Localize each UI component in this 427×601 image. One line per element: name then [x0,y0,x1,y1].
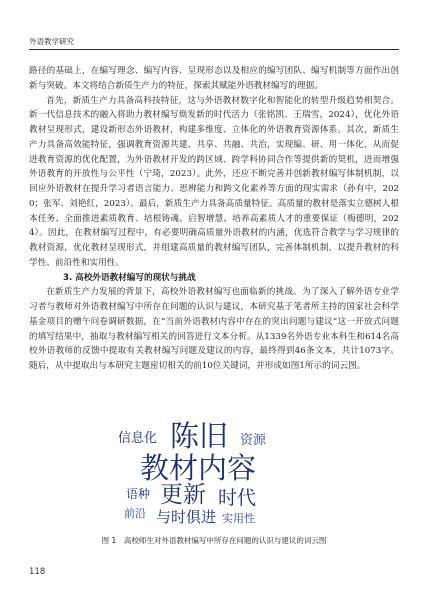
paragraph-survey: 在新质生产力发展的背景下，高校外语教材编写也面临新的挑战。为了深入了解外语专业学习者与教师对外语教材编写中所存在问题的认识与建议，本研究基于笔者所主持的国家社会科学基金项目的赠午问卷调研数据，在“当前外语教材内容中存在的突出问题与建议”这一开放式问题的填写结果中，抽取与教材编写相关的回答进行文本分析。从1339名外语专业本科生和614名高校外语教师的反馈中提取有关教材编写问题及建议的内容，最终得到46条文本，共计1073字。随后，从中提取出与本研究主题密切相关的前10位关键词，并形成如图1所示的词云图。 [29,287,399,371]
figure-caption: 图 1 高校师生对外语教材编写中所存在问题的认识与建议的词云图 [101,536,327,545]
word-shidai: 时代 [218,487,257,509]
journal-name: 外语教学研究 [29,37,74,46]
word-qianyan: 前沿 [124,507,146,520]
word-cloud-figure [112,408,332,528]
word-yuzhong: 语种 [126,487,151,501]
word-shiyongxing: 实用性 [222,512,255,525]
word-jiaocai-neirong: 教材内容 [140,451,257,485]
paragraph-features: 首先，新质生产力具备高科技特征，这与外语教材数字化和智能化的转型升级趋势相契合。新一代信息技术的融入将助力教材编写焕发新的时代活力（张铭凯、王瑞雪，2024），优化外语教材呈现形式，建设新形态外语教材，构建多维度、立体化的外语教育资源体系。其次，新质生产力具备高效能特征，强调教育资源共建、共享、共融、共治，实现编、研、用一体化，从而促进教育资源的优化配置，为外语教材开发的跨区域、跨学科协同合作等提供新的契机，进而增强外语教育的开放性与公平性（宁琦，2023）。此外，还应不断完善并创新教材编写体制机制，以回应外语教材在提升学习者语言能力、思辨能力和跨文化素养等方面的现实需求（孙有中，2020；张军、刘艳红，2023）。最后，新质生产力具备高质量特征。高质量的教材是落实立德树人根本任务、全面推进素质教育、培根铸魂、启智增慧、培养高素质人才的重要保证（梅德明，2024）。因此，在教材编写过程中，有必要明确高质量外语教材的内涵，优选符合教学与学习规律的教材资源，优化教材呈现形式，并组建高质量的教材编写团队，完善体制机制，以提升教材的科学性、前沿性和实用性。 [29,95,399,268]
page-number: 118 [29,567,46,577]
word-gengxin: 更新 [160,482,206,508]
paragraph-continuation: 路径的基础上，在编写理念、编写内容、呈现形态以及相应的编写团队、编写机制等方面作出创新与突破。本文将结合新质生产力的特征，探索其赋能外语教材编写的理据。 [29,66,399,91]
word-ziyuan: 资源 [240,433,267,448]
running-header [29,33,399,50]
article-body [29,64,399,374]
word-xinxihua: 信息化 [118,431,158,446]
word-yushijujin: 与时俱进 [156,508,217,526]
section-heading: 3. 高校外语教材编写的现状与挑战 [63,272,196,283]
word-chenjiu: 陈旧 [170,419,229,453]
